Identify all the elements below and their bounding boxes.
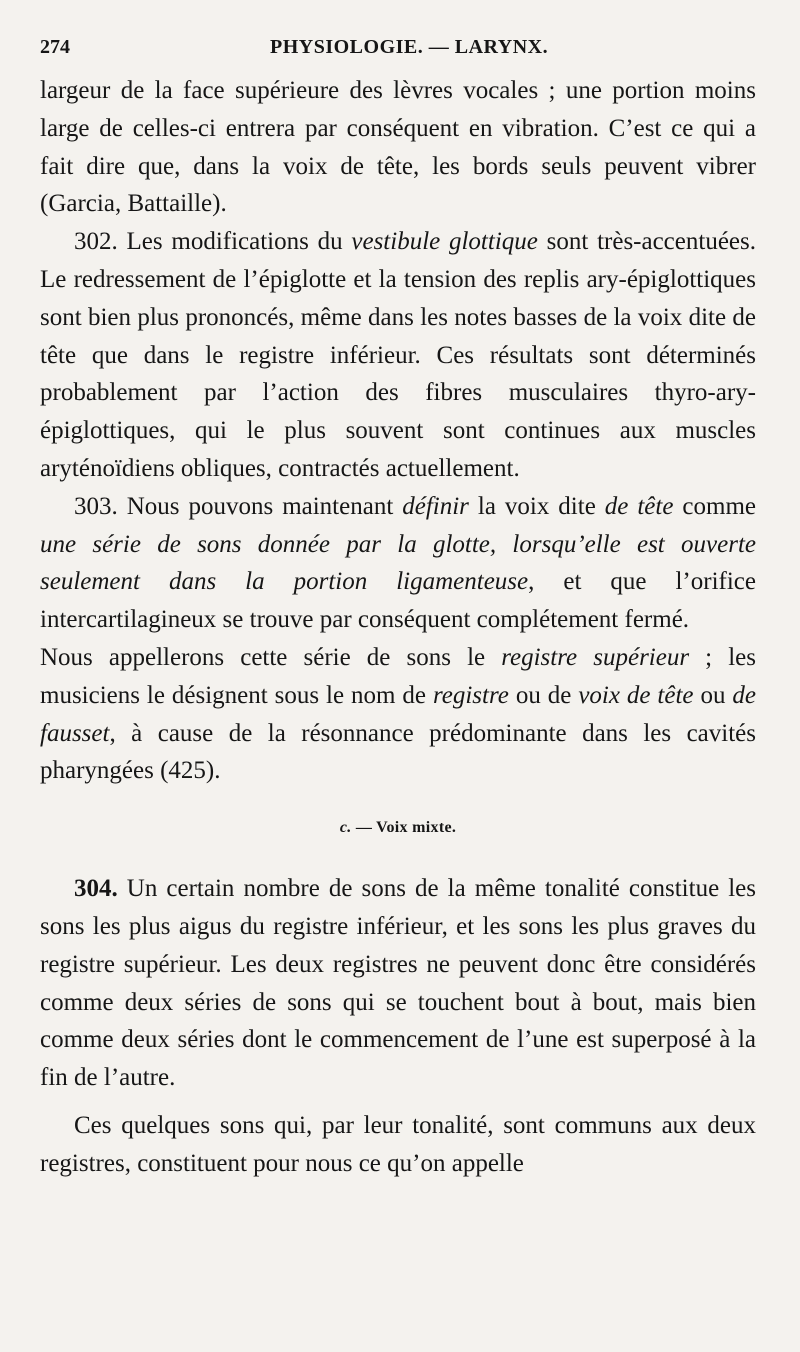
text-run: ou de [508,681,579,709]
italic-run: définir [402,492,469,520]
text-run: , à cause de la résonnance prédominante dans les cavités pharyngées (425). [40,719,756,785]
running-title: PHYSIOLOGIE. — LARYNX. [270,36,549,58]
text-run: ; les musiciens le désignent sous le nom de [40,643,757,709]
text-run: Nous appellerons cette série de sons le [40,643,502,671]
section-subheading [40,818,756,838]
text-run: sont très-accentuées. Le redressement de l’épiglotte et la tension des replis ary-épiglottiques sont bien plus prononcés, même dans les notes basses de la voix dite de tête que dans le registre inférieur. Ces résultats sont déterminés probablement par l’action des fibres musculaires thyro-ary-épiglottiques, qui le plus souvent sont continues aux muscles aryténoïdiens obliques, contractés actuellement. [40,228,756,482]
italic-run: une série de sons donnée par la glotte, lorsqu’elle est ouverte seulement dans la portion ligamenteuse [40,530,756,596]
text-run: la voix dite [468,492,605,520]
text-run: Nous pouvons maintenant [126,492,403,520]
text-run: comme [673,492,756,520]
paragraph-continued: largeur de la face supérieure des lèvres vocales ; une portion moins large de celles-ci entrera par conséquent en vibration. C’est ce qui a fait dire que, dans la voix de tête, les bords seuls peuvent vibrer (Garcia, Battaille). [40,77,756,218]
paragraph-302 [40,223,756,488]
paragraph-number: 304. [74,875,118,903]
paragraph-number: 303. [74,492,118,520]
text-run: , et que l’orifice intercartilagineux se trouve par conséquent complétement fermé. [40,568,756,634]
paragraph-last: Ces quelques sons qui, par leur tonalité, sont communs aux deux registres, constituent pour nous ce qu’on appelle [40,1111,756,1177]
page-body [40,72,756,1183]
italic-run: voix de tête [578,681,694,709]
paragraph-304 [40,870,756,1097]
italic-run: vestibule glottique [351,228,538,256]
italic-run: registre [432,681,509,709]
text-run: Les modifications du [126,228,352,256]
paragraph-registre [40,639,756,790]
italic-run: registre supérieur [501,643,690,671]
paragraph-number: 302. [74,228,118,256]
paragraph-303 [40,488,756,639]
text-run: ou [693,681,733,709]
subheading-letter: c. [339,819,352,837]
page-header [40,30,740,64]
page-number: 274 [40,36,70,58]
italic-run: de tête [604,492,674,520]
subheading-text: — Voix mixte. [351,819,457,837]
text-run: Un certain nombre de sons de la même tonalité constitue les sons les plus aigus du registre inférieur, et les sons les plus graves du registre supérieur. Les deux registres ne peuvent donc être considérés comme deux séries de sons qui se touchent bout à bout, mais bien comme deux séries dont le commencement de l’une est superposé à la fin de l’autre. [40,875,756,1092]
italic-run: de fausset [40,681,757,747]
